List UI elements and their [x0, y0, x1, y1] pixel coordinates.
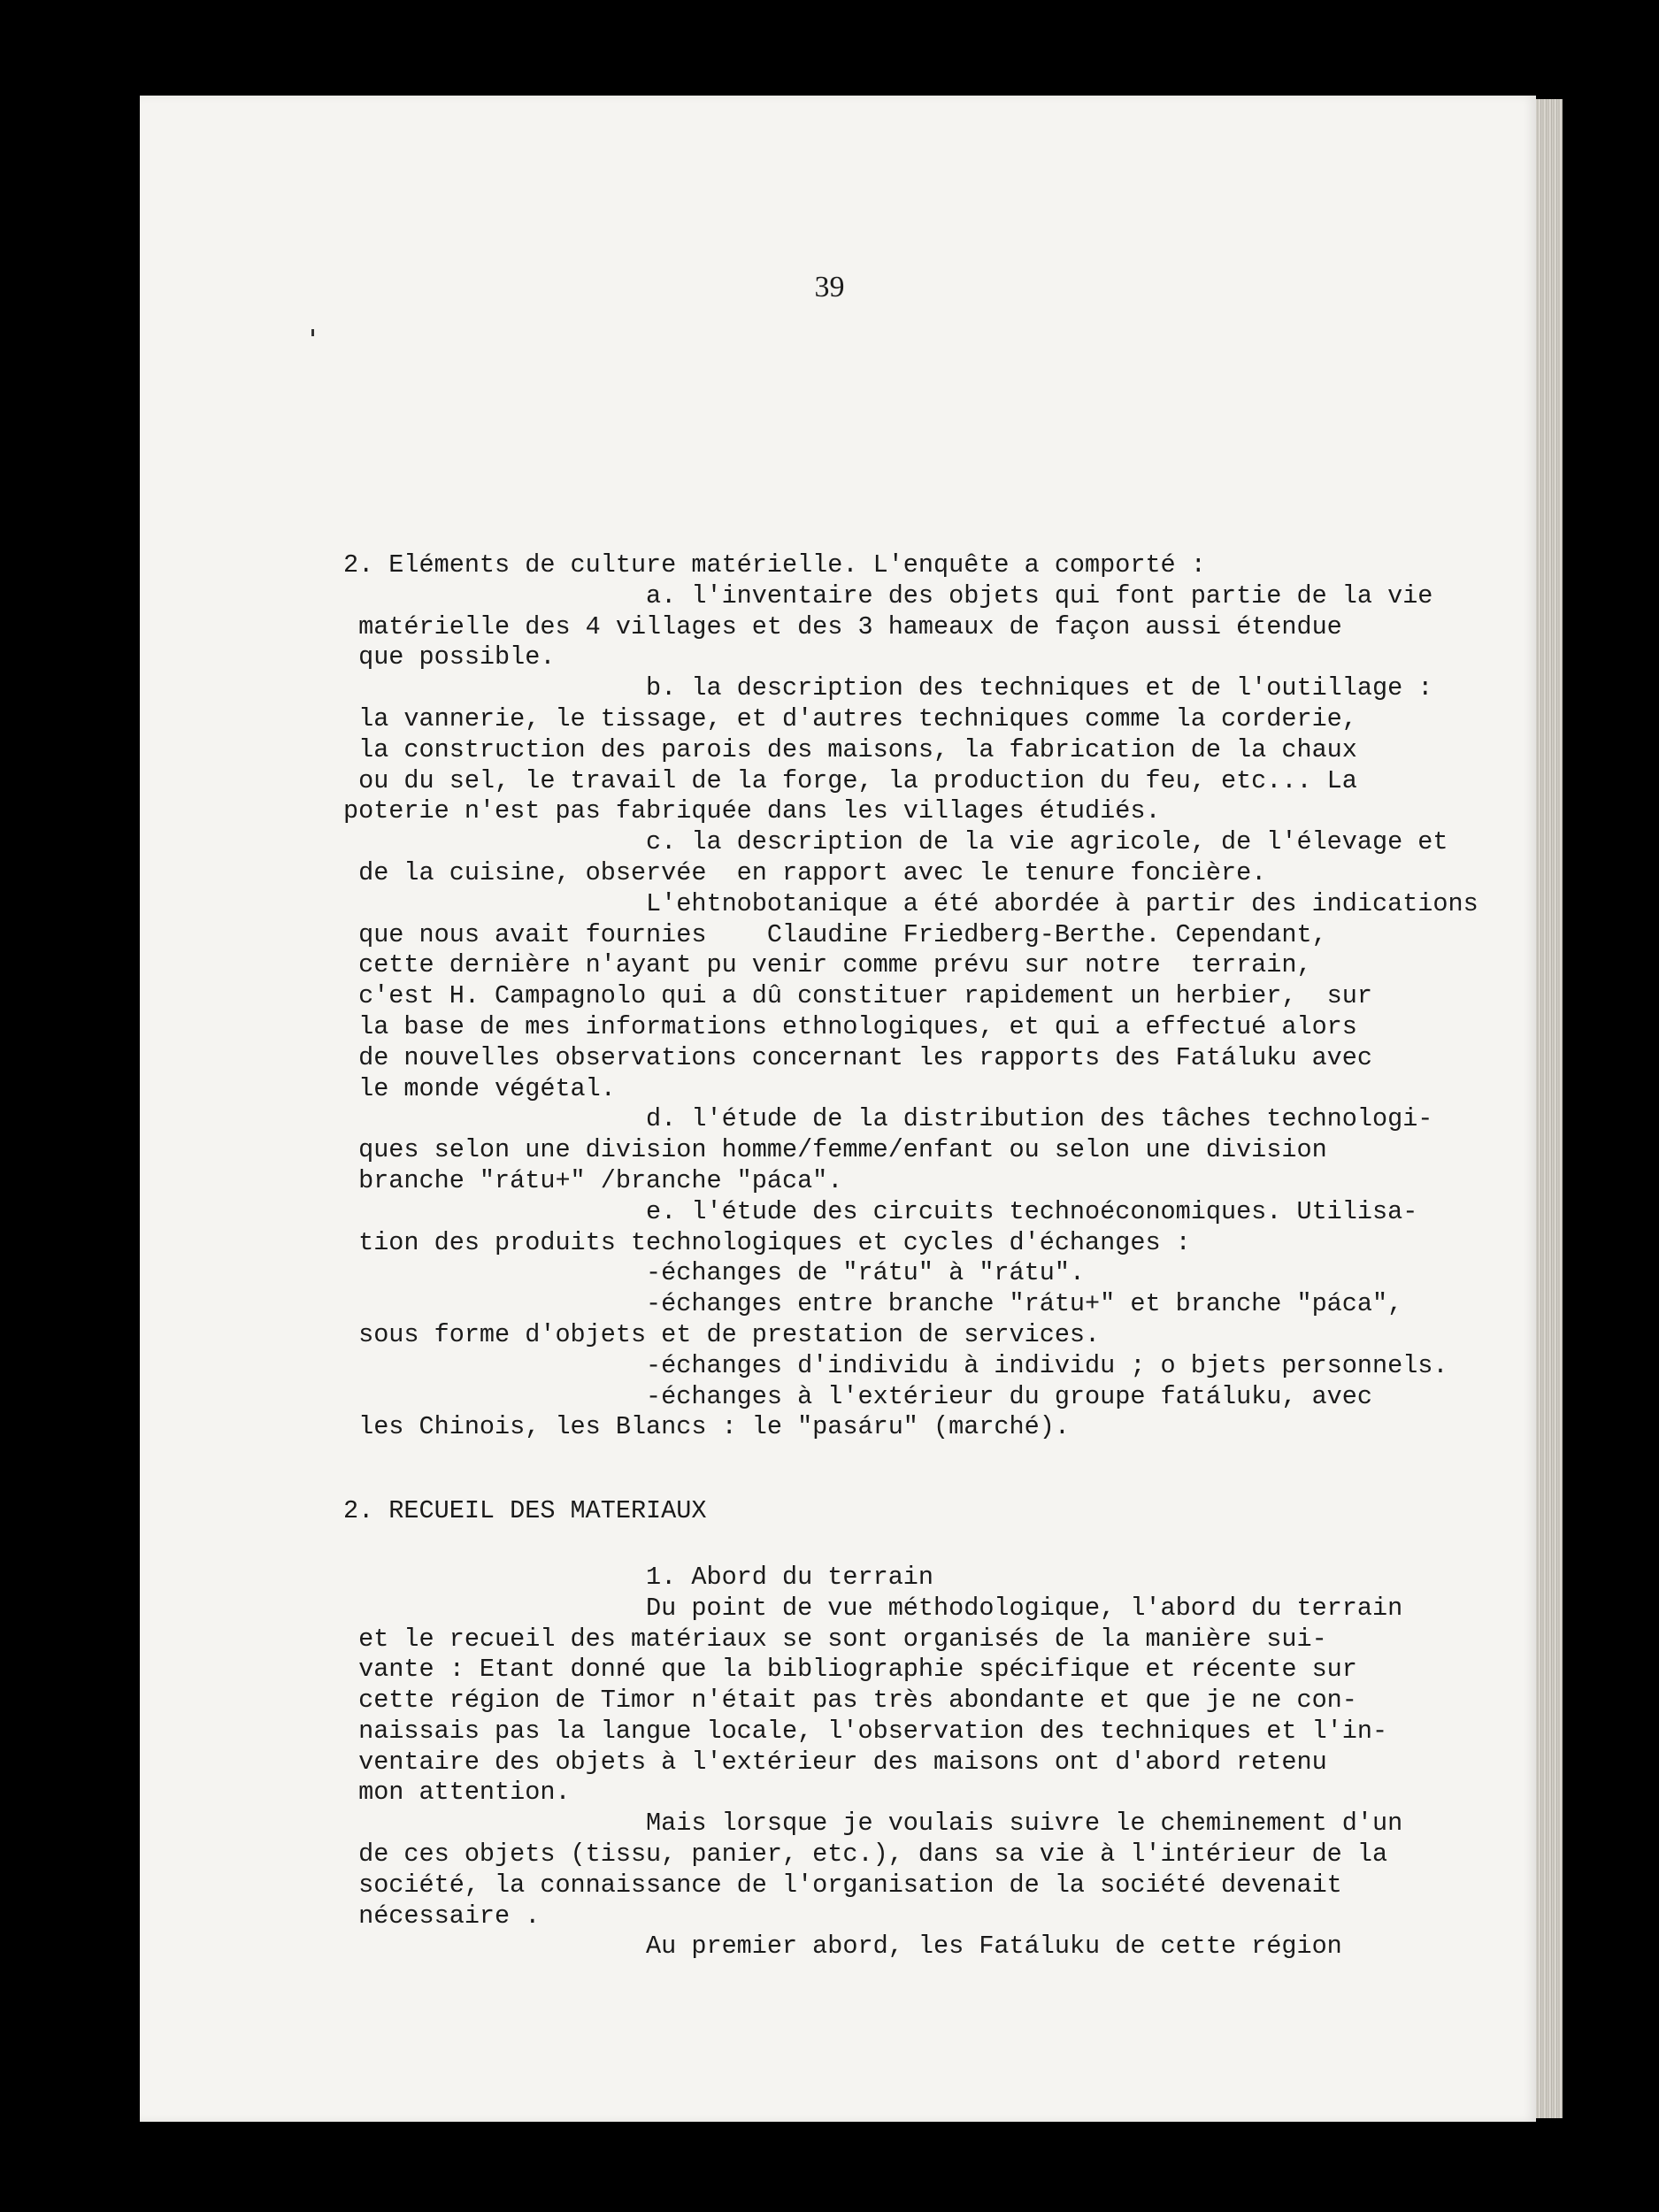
text-line: matérielle des 4 villages et des 3 hameaux de façon aussi étendue [343, 611, 1342, 641]
text-line: la base de mes informations ethnologiques, et qui a effectué alors [343, 1011, 1357, 1041]
spacer [343, 1443, 1370, 1496]
text-line: ques selon une division homme/femme/enfant ou selon une division [343, 1135, 1327, 1165]
page-number: 39 [814, 271, 845, 303]
text-line: c'est H. Campagnolo qui a dû constituer rapidement un herbier, sur [343, 981, 1372, 1011]
text-line: d. l'étude de la distribution des tâches technologi- [343, 1104, 1433, 1134]
text-line: que possible. [343, 642, 556, 672]
text-line: de la cuisine, observée en rapport avec le tenure foncière. [343, 857, 1267, 887]
text-line: a. l'inventaire des objets qui font partie de la vie [343, 580, 1433, 611]
text-line: vante : Etant donné que la bibliographie spécifique et récente sur [343, 1655, 1357, 1685]
text-line: de nouvelles observations concernant les rapports des Fatáluku avec [343, 1042, 1372, 1072]
text-line: nécessaire . [343, 1901, 541, 1931]
text-line: Au premier abord, les Fatáluku de cette région [343, 1932, 1342, 1962]
text-line: la vannerie, le tissage, et d'autres techniques comme la corderie, [343, 703, 1357, 733]
text-line: e. l'étude des circuits technoéconomiques. Utilisa- [343, 1196, 1418, 1226]
text-line: -échanges de "rátu" à "rátu". [343, 1258, 1086, 1288]
subheading: 1. Abord du terrain [343, 1562, 934, 1592]
text-line: naissais pas la langue locale, l'observation des techniques et l'in- [343, 1716, 1388, 1746]
text-line: le monde végétal. [343, 1073, 616, 1103]
ink-mark [311, 329, 314, 336]
body-text [343, 550, 1479, 1962]
text-line: -échanges entre branche "rátu+" et branche "páca", [343, 1289, 1403, 1319]
text-line: Mais lorsque je voulais suivre le cheminement d'un [343, 1809, 1403, 1839]
text-line: ou du sel, le travail de la forge, la production du feu, etc... La [343, 765, 1357, 795]
text-line: et le recueil des matériaux se sont organisés de la manière sui- [343, 1624, 1327, 1654]
text-line: b. la description des techniques et de l'outillage : [343, 673, 1433, 703]
text-line: poterie n'est pas fabriquée dans les villages étudiés. [343, 796, 1161, 826]
page-edges [1536, 99, 1563, 2118]
text-line: tion des produits technologiques et cycles d'échanges : [343, 1227, 1191, 1257]
text-line: cette dernière n'ayant pu venir comme prévu sur notre terrain, [343, 950, 1312, 980]
text-line: Du point de vue méthodologique, l'abord du terrain [343, 1593, 1403, 1623]
text-line: que nous avait fournies Claudine Friedberg-Berthe. Cependant, [343, 919, 1327, 949]
text-line: c. la description de la vie agricole, de l'élevage et [343, 827, 1448, 857]
text-line: mon attention. [343, 1778, 571, 1808]
text-line: de ces objets (tissu, panier, etc.), dans sa vie à l'intérieur de la [343, 1839, 1388, 1870]
text-line: L'ehtnobotanique a été abordée à partir des indications [343, 888, 1479, 918]
text-line: les Chinois, les Blancs : le "pasáru" (marché). [343, 1412, 1070, 1442]
text-line: 2. Eléments de culture matérielle. L'enquête a comporté : [343, 550, 1206, 580]
text-line: ventaire des objets à l'extérieur des maisons ont d'abord retenu [343, 1747, 1327, 1777]
text-line: -échanges d'individu à individu ; o bjets personnels. [343, 1350, 1448, 1380]
text-line: branche "rátu+" /branche "páca". [343, 1165, 843, 1195]
text-line: société, la connaissance de l'organisation de la société devenait [343, 1870, 1342, 1900]
text-line: la construction des parois des maisons, la fabrication de la chaux [343, 734, 1357, 764]
text-line: cette région de Timor n'était pas très abondante et que je ne con- [343, 1686, 1357, 1716]
spacer [343, 1527, 1370, 1563]
section-heading: 2. RECUEIL DES MATERIAUX [343, 1496, 707, 1526]
text-line: sous forme d'objets et de prestation de services. [343, 1319, 1101, 1349]
text-line: -échanges à l'extérieur du groupe fatáluku, avec [343, 1381, 1372, 1411]
